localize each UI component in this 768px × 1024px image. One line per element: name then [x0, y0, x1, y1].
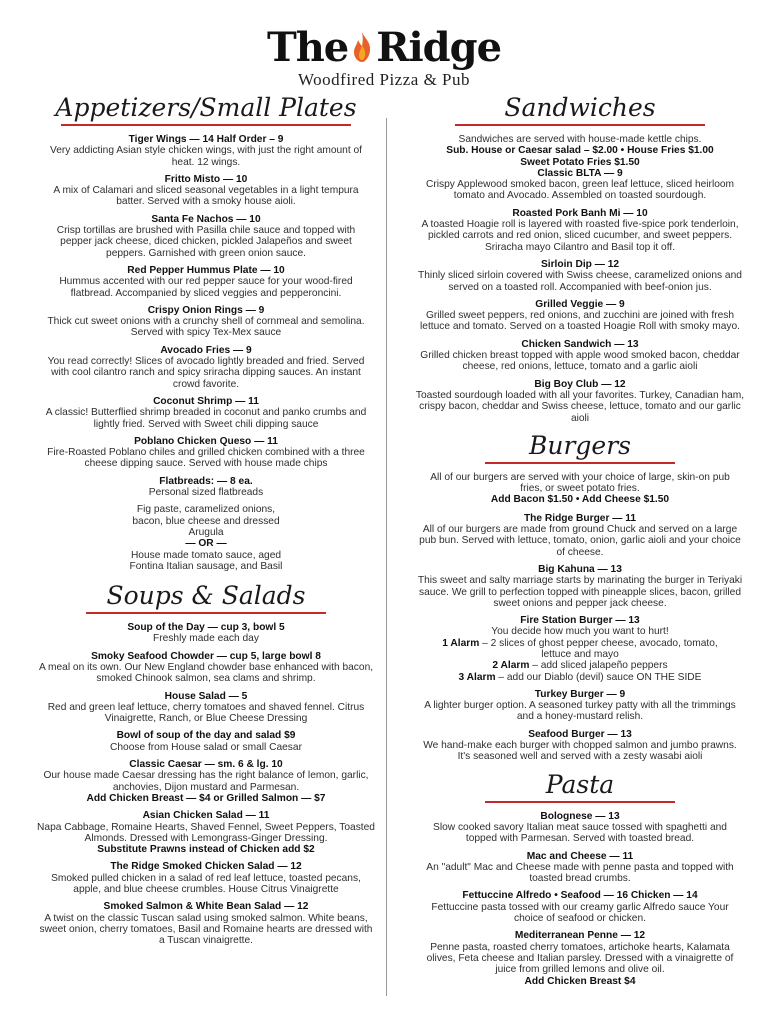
- logo-word-right: Ridge: [376, 23, 502, 71]
- item-desc: You read correctly! Slices of avocado lightly breaded and fried. Served with cool cilantro ranch and spicy sriracha dipping sauces. An instant crowd favorite.: [47, 356, 365, 390]
- column-divider: [386, 118, 387, 996]
- item-name: Fritto Misto — 10: [164, 173, 248, 185]
- item-name: Asian Chicken Salad — 11: [142, 810, 270, 822]
- menu-item: [26, 396, 386, 430]
- logo-word-left: The: [266, 23, 349, 71]
- item-name: Smoked Salmon & White Bean Salad — 12: [103, 901, 309, 913]
- tagline: Woodfired Pizza & Pub: [297, 70, 471, 89]
- item-name: Crispy Onion Rings — 9: [147, 304, 265, 316]
- right-column: [400, 92, 760, 993]
- item-name: Bowl of soup of the day and salad $9: [116, 730, 296, 742]
- menu-item: [26, 730, 386, 753]
- fire-station-burger: [400, 615, 760, 683]
- menu-item: [26, 901, 386, 946]
- flatbread-or: — OR —: [185, 538, 227, 550]
- menu-item: [400, 930, 760, 986]
- item-extra: Add Chicken Breast $4: [524, 975, 636, 987]
- sandwich-list: [400, 168, 760, 424]
- item-desc: Crispy Applewood smoked bacon, green leaf lettuce, sliced heirloom tomato and Avocado. Assembled on toasted sourdough.: [425, 179, 735, 202]
- item-name: Grilled Veggie — 9: [535, 298, 625, 310]
- item-desc: A twist on the classic Tuscan salad using smoked salmon. White beans, sweet onion, cherry tomatoes, Basil and Romaine hearts are dressed with a Tuscan vinaigrette.: [39, 912, 373, 947]
- soup-list: [26, 622, 386, 946]
- item-desc: Slow cooked savory Italian meat sauce tossed with spaghetti and topped with Parmesan. Served with toasted bread.: [433, 821, 727, 845]
- alarm-2-label: 2 Alarm: [492, 660, 530, 672]
- pasta-list: [400, 811, 760, 987]
- menu-item: [400, 259, 760, 293]
- menu-item: [400, 811, 760, 845]
- item-name: Red Pepper Hummus Plate — 10: [127, 264, 285, 276]
- burger-intro: All of our burgers are served with your choice of large, skin-on pub fries, or sweet potato fries.: [430, 471, 730, 495]
- alarm-3-text: – add our Diablo (devil) sauce ON THE SIDE: [495, 671, 702, 683]
- menu-item: [400, 689, 760, 723]
- item-desc: Penne pasta, roasted cherry tomatoes, artichoke hearts, Kalamata olives, Feta cheese and Italian parsley. Dressed with a vinaigrette of juice from grilled lemons and olive oil.: [426, 941, 734, 976]
- item-desc: Crisp tortillas are brushed with Pasilla chile sauce and topped with pepper jack cheese, diced chicken, pickled Jalapeños and sweet peppers. Garnished with green onion sauce.: [56, 225, 356, 259]
- menu-item: [26, 134, 386, 168]
- menu-header: [0, 22, 768, 90]
- item-desc: Toasted sourdough loaded with all your favorites. Turkey, Canadian ham, crispy bacon, cheddar and Swiss cheese, lettuce, tomato and our garlic aioli: [415, 389, 745, 424]
- menu-item: [26, 691, 386, 725]
- flatbreads-item: [26, 476, 386, 572]
- item-desc: Hummus accented with our red pepper sauce for your wood-fired flatbread. Accompanied by sliced veggies and pepperoncini.: [59, 276, 353, 299]
- flatbread-option-1: Fig paste, caramelized onions, bacon, blue cheese and dressed Arugula: [132, 504, 280, 538]
- item-name: Classic Caesar — sm. 6 & lg. 10: [129, 759, 283, 771]
- item-extra: Add Chicken Breast — $4 or Grilled Salmon — $7: [86, 792, 326, 804]
- item-desc: Red and green leaf lettuce, cherry tomatoes and shaved fennel. Citrus Vinaigrette, Ranch, or Blue Cheese Dressing: [47, 701, 365, 725]
- menu-item: [26, 305, 386, 339]
- section-title-burgers: Burgers: [528, 430, 631, 460]
- item-name: Avocado Fries — 9: [160, 344, 252, 356]
- section-rule: [455, 124, 705, 126]
- item-desc: Grilled chicken breast topped with apple wood smoked bacon, cheddar cheese, red onions, lettuce, tomato and a garlic aioli: [420, 350, 740, 373]
- menu-item: [400, 729, 760, 763]
- menu-item: [26, 622, 386, 645]
- burger-addons: Add Bacon $1.50 • Add Cheese $1.50: [490, 494, 670, 506]
- item-desc: Thick cut sweet onions with a crunchy shell of cornmeal and semolina. Served with spicy Tex-Mex sauce: [47, 316, 365, 339]
- menu-item: [400, 208, 760, 253]
- menu-item: [400, 851, 760, 885]
- menu-item: [26, 265, 386, 299]
- item-name: Soup of the Day — cup 3, bowl 5: [127, 622, 285, 634]
- item-name: Chicken Sandwich — 13: [521, 338, 639, 350]
- burger-list: [400, 513, 760, 609]
- item-name: Big Boy Club — 12: [534, 378, 626, 390]
- section-title-appetizers: Appetizers/Small Plates: [55, 93, 357, 122]
- item-desc: Very addicting Asian style chicken wings, with just the right amount of heat. 12 wings.: [49, 145, 362, 168]
- item-name: Santa Fe Nachos — 10: [151, 213, 261, 225]
- menu-item: [26, 174, 386, 208]
- item-desc: A classic! Butterflied shrimp breaded in coconut and panko crumbs and lightly fried. Served with Sweet chili dipping sauce: [45, 407, 367, 430]
- menu-item: [400, 890, 760, 924]
- section-rule: [61, 124, 351, 126]
- alarm-2: [400, 660, 760, 671]
- item-desc: Fettuccine pasta tossed with our creamy garlic Alfredo sauce Your choice of seafood or chicken.: [431, 901, 729, 925]
- item-name: Sirloin Dip — 12: [540, 258, 620, 270]
- alarm-1-text: – 2 slices of ghost pepper cheese, avocado, tomato, lettuce and mayo: [479, 637, 718, 660]
- menu-item: [26, 861, 386, 895]
- item-desc: Napa Cabbage, Romaine Hearts, Shaved Fennel, Sweet Peppers, Toasted Almonds. Dressed with Lemongrass-Ginger Dressing.: [37, 821, 375, 844]
- section-rule: [86, 612, 326, 614]
- item-name: Bolognese — 13: [540, 810, 620, 822]
- item-desc: Our house made Caesar dressing has the right balance of lemon, garlic, anchovies, Dijon mustard and Parmesan.: [43, 770, 369, 793]
- menu-item: [400, 299, 760, 333]
- item-name: Fettuccine Alfredo • Seafood — 16 Chicken — 14: [462, 890, 698, 902]
- item-subtitle: Personal sized flatbreads: [148, 487, 264, 499]
- item-name: House Salad — 5: [164, 690, 248, 702]
- section-rule: [485, 801, 675, 803]
- item-desc: We hand-make each burger with chopped salmon and jumbo prawns. It's seasoned well and served with a zesty wasabi aioli: [423, 740, 737, 763]
- menu-item: [26, 810, 386, 855]
- sandwich-sweet-fries: Sweet Potato Fries $1.50: [520, 156, 640, 168]
- menu-item: [26, 214, 386, 259]
- item-desc: Freshly made each day: [153, 633, 259, 645]
- item-name: Seafood Burger — 13: [528, 728, 632, 740]
- item-desc: This sweet and salty marriage starts by marinating the burger in Teriyaki sauce. We grill to perfection topped with pineapple slices, bacon, grilled sweet onions and pepper jack cheese.: [417, 575, 743, 609]
- menu-item: [26, 651, 386, 685]
- section-rule: [485, 462, 675, 464]
- item-desc: A toasted Hoagie roll is layered with roasted five-spice pork tenderloin, pickled carrots and red onion, sliced cucumber, and sweet peppers. Sriracha mayo Cilantro and Basil top it off.: [421, 219, 739, 253]
- item-desc: An "adult" Mac and Cheese made with penne pasta and topped with toasted bread crumbs.: [426, 861, 734, 885]
- menu-item: [400, 168, 760, 202]
- appetizer-list: [26, 134, 386, 470]
- item-name: Classic BLTA — 9: [537, 167, 623, 179]
- menu-item: [26, 436, 386, 470]
- alarm-1-label: 1 Alarm: [442, 637, 480, 649]
- item-desc: A lighter burger option. A seasoned turkey patty with all the trimmings and a honey-mustard relish.: [424, 700, 736, 723]
- item-desc: Choose from House salad or small Caesar: [110, 741, 302, 753]
- item-name: Roasted Pork Banh Mi — 10: [512, 207, 648, 219]
- item-name: Turkey Burger — 9: [534, 688, 626, 700]
- alarm-3-label: 3 Alarm: [458, 671, 496, 683]
- item-desc: A meal on its own. Our New England chowder base enhanced with bacon, smoked Chinook salmon, sea clams and shrimp.: [38, 661, 374, 685]
- item-name: Coconut Shrimp — 11: [153, 395, 259, 407]
- menu-item: [400, 513, 760, 558]
- logo: [0, 22, 768, 72]
- item-desc: A mix of Calamari and sliced seasonal vegetables in a light tempura batter. Served with a smoky house aioli.: [53, 185, 359, 208]
- item-desc: All of our burgers are made from ground Chuck and served on a large pub bun. Served with lettuce, tomato, onion, garlic aioli and your choice of cheese.: [419, 524, 741, 558]
- item-name: Mac and Cheese — 11: [526, 850, 634, 862]
- left-column: [26, 92, 386, 953]
- alarm-1: [400, 638, 760, 661]
- item-name: Smoky Seafood Chowder — cup 5, large bowl 8: [91, 650, 321, 662]
- item-name: The Ridge Burger — 11: [523, 512, 637, 524]
- menu-item: [26, 345, 386, 390]
- sandwich-intro: Sandwiches are served with house-made kettle chips.: [458, 134, 702, 145]
- flatbread-option-2: House made tomato sauce, aged Fontina Italian sausage, and Basil: [129, 549, 283, 572]
- menu-item: [400, 339, 760, 373]
- item-name: Flatbreads: — 8 ea.: [159, 475, 253, 487]
- item-desc: Smoked pulled chicken in a salad of red leaf lettuce, toasted pecans, apple, and blue cheese crumbles. House Citrus Vinaigrette: [51, 872, 361, 896]
- flame-icon: [351, 31, 373, 63]
- item-name: Tiger Wings — 14 Half Order – 9: [128, 134, 284, 145]
- alarm-2-text: – add sliced jalapeño peppers: [529, 660, 668, 672]
- item-desc: Thinly sliced sirloin covered with Swiss cheese, caramelized onions and served on a toasted roll. Accompanied with beef-onion jus.: [418, 270, 742, 293]
- section-title-pasta: Pasta: [545, 769, 615, 799]
- item-extra: Substitute Prawns instead of Chicken add $2: [97, 844, 315, 856]
- item-desc: Grilled sweet peppers, red onions, and zucchini are joined with fresh lettuce and tomato. Served on a toasted Hoagie Roll with smoky mayo.: [420, 310, 740, 333]
- menu-item: [400, 564, 760, 609]
- item-name: Poblano Chicken Queso — 11: [134, 435, 278, 447]
- section-title-soups: Soups & Salads: [106, 581, 306, 611]
- item-name: Mediterranean Penne — 12: [514, 930, 646, 942]
- item-name: Big Kahuna — 13: [538, 563, 622, 575]
- menu-item: [26, 759, 386, 804]
- burger-list-2: [400, 689, 760, 763]
- alarm-3: [400, 672, 760, 683]
- item-name: The Ridge Smoked Chicken Salad — 12: [110, 861, 302, 873]
- item-desc: Fire-Roasted Poblano chiles and grilled chicken combined with a three cheese dipping sauce. Served with house made chips: [47, 447, 365, 470]
- section-title-sandwiches: Sandwiches: [504, 93, 656, 122]
- sandwich-sides: Sub. House or Caesar salad – $2.00 • House Fries $1.00: [446, 145, 714, 157]
- item-desc: You decide how much you want to hurt!: [491, 626, 669, 638]
- menu-item: [400, 379, 760, 424]
- item-name: Fire Station Burger — 13: [520, 615, 640, 627]
